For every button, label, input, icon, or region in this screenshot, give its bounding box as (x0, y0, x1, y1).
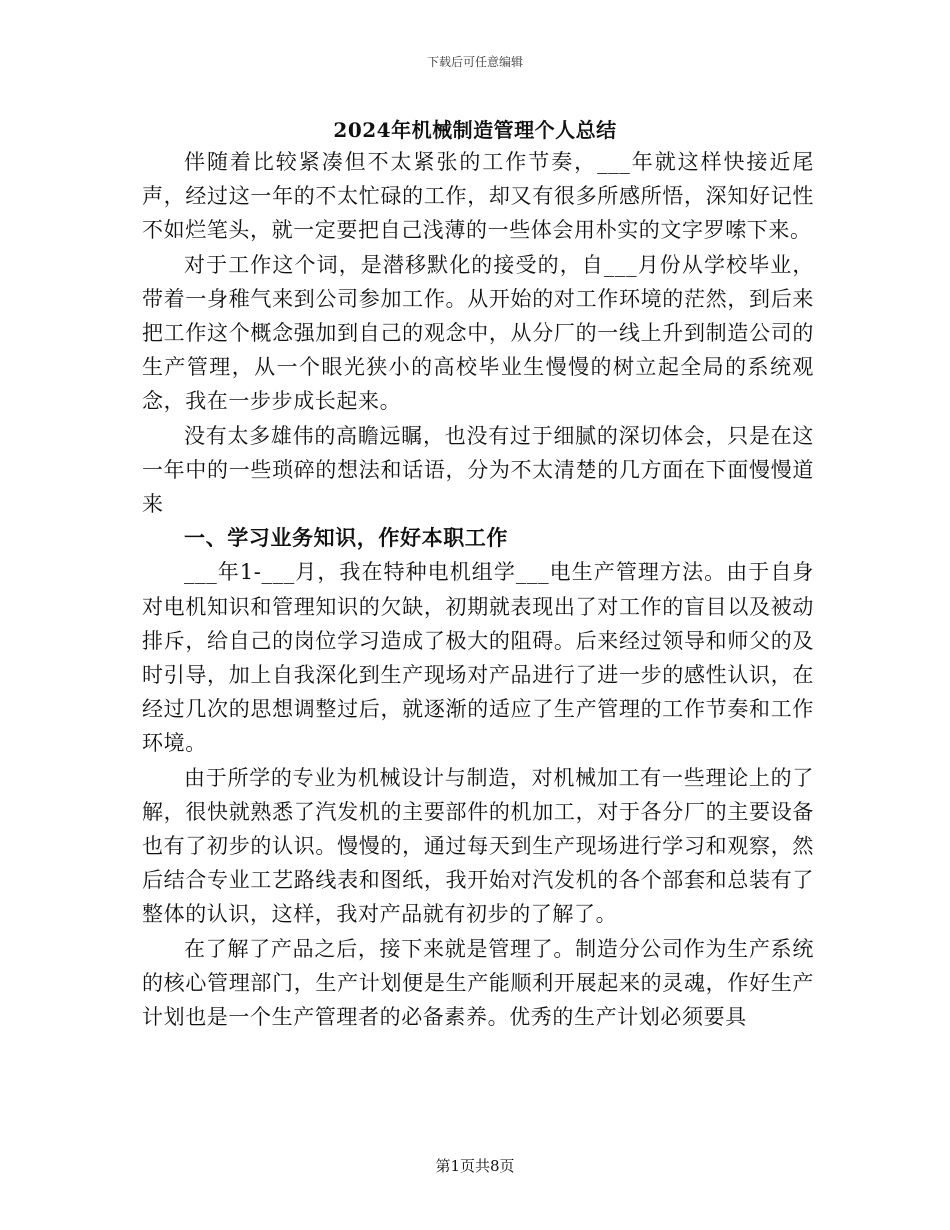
document-title: 2024年机械制造管理个人总结 (333, 118, 617, 142)
paragraph-management: 在了解了产品之后，接下来就是管理了。制造分公司作为生产系统的核心管理部门，生产计划便是生产能顺利开展起来的灵魂，作好生产计划也是一个生产管理者的必备素养。优秀的生产计划必须要具 (142, 936, 814, 1030)
paragraph-work-experience: 对于工作这个词，是潜移默化的接受的，自___月份从学校毕业，带着一身稚气来到公司参加工作。从开始的对工作环境的茫然，到后来把工作这个概念强加到自己的观念中，从分厂的一线上升到制造公司的生产管理，从一个眼光狭小的高校毕业生慢慢的树立起全局的系统观念，我在一步步成长起来。 (142, 252, 814, 414)
page-number: 第1页共8页 (435, 1157, 515, 1175)
section-heading: 一、学习业务知识，作好本职工作 (184, 525, 508, 551)
page-header-note: 下载后可任意编辑 (426, 55, 523, 69)
paragraph-intro: 伴随着比较紧凑但不太紧张的工作节奏，___年就这样快接近尾声，经过这一年的不太忙碌的工作，却又有很多所感所悟，深知好记性不如烂笔头，就一定要把自己浅薄的一些体会用朴实的文字罗嗦下来。 (142, 150, 814, 243)
paragraph-preface: 没有太多雄伟的高瞻远瞩，也没有过于细腻的深切体会，只是在这一年中的一些琐碎的想法和话语，分为不太清楚的几方面在下面慢慢道来 (142, 423, 814, 517)
paragraph-product-knowledge: 由于所学的专业为机械设计与制造，对机械加工有一些理论上的了解，很快就熟悉了汽发机的主要部件的机加工，对于各分厂的主要设备也有了初步的认识。慢慢的，通过每天到生产现场进行学习和观察，然后结合专业工艺路线表和图纸，我开始对汽发机的各个部套和总装有了整体的认识，这样，我对产品就有初步的了解了。 (142, 765, 814, 927)
paragraph-learning: ___年1-___月，我在特种电机组学___电生产管理方法。由于自身对电机知识和管理知识的欠缺，初期就表现出了对工作的盲目以及被动排斥，给自己的岗位学习造成了极大的阻碍。后来经过领导和师父的及时引导，加上自我深化到生产现场对产品进行了进一步的感性认识，在经过几次的思想调整过后，就逐渐的适应了生产管理的工作节奏和工作环境。 (142, 560, 814, 756)
document-body (142, 145, 814, 1034)
